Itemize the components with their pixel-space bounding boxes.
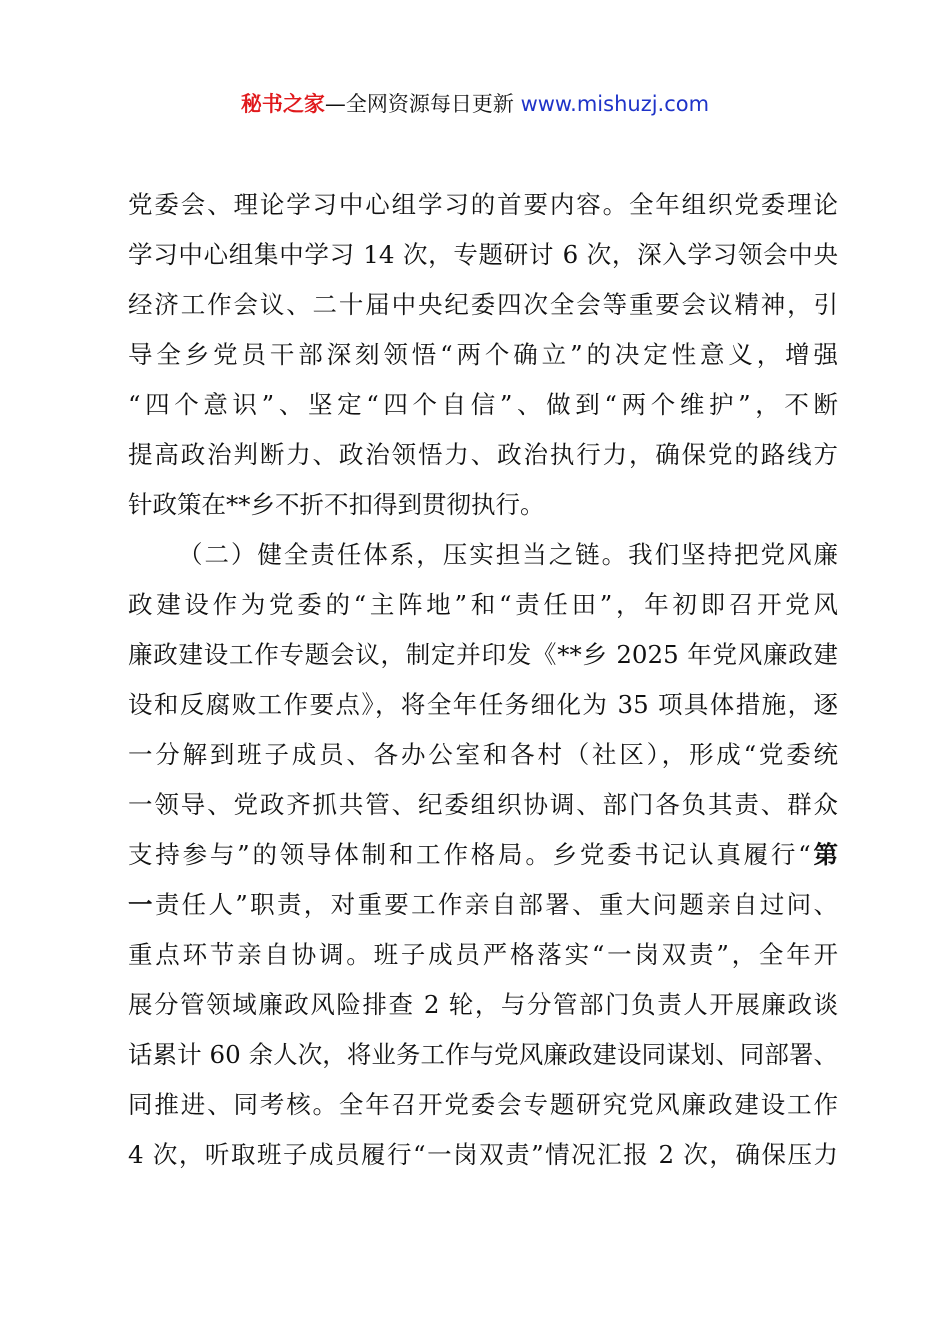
text-line: 针政策在**乡不折不扣得到贯彻执行。 <box>128 490 545 519</box>
bold-text: 第 <box>810 840 838 869</box>
site-name: 秘书之家 <box>240 92 325 116</box>
text-line <box>128 830 838 880</box>
text-line: 一分解到班子成员、各办公室和各村（社区），形成“党委统 <box>128 740 838 769</box>
text-line: 话累计 60 余人次，将业务工作与党风廉政建设同谋划、同部署、 <box>128 1040 838 1069</box>
body-text <box>128 180 838 1180</box>
text-line: 学习中心组集中学习 14 次，专题研讨 6 次，深入学习领会中央 <box>128 240 838 269</box>
text-line: 党委会、理论学习中心组学习的首要内容。全年组织党委理论 <box>128 190 838 219</box>
text-line: 同推进、同考核。全年召开党委会专题研究党风廉政建设工作 <box>128 1090 838 1119</box>
text-line: 一领导、党政齐抓共管、纪委组织协调、部门各负其责、群众 <box>128 790 838 819</box>
site-url-link[interactable]: www.mishuzj.com <box>520 92 710 116</box>
text-line: 导全乡党员干部深刻领悟“两个确立”的决定性意义，增强 <box>128 340 838 369</box>
text-segment: 支持参与”的领导体制和工作格局。乡党委书记认真履行“ <box>128 840 811 869</box>
text-line <box>128 880 838 930</box>
bold-text: 一 <box>128 890 155 919</box>
text-line: 经济工作会议、二十届中央纪委四次全会等重要会议精神，引 <box>128 290 838 319</box>
header-tagline: —全网资源每日更新 <box>324 92 521 116</box>
text-line: 展分管领域廉政风险排查 2 轮，与分管部门负责人开展廉政谈 <box>128 990 838 1019</box>
page-header <box>0 88 950 120</box>
text-line: 廉政建设工作专题会议，制定并印发《**乡 2025 年党风廉政建 <box>128 640 838 669</box>
text-line: 重点环节亲自协调。班子成员严格落实“一岗双责”，全年开 <box>128 940 838 969</box>
text-line: 设和反腐败工作要点》，将全年任务细化为 35 项具体措施，逐 <box>128 690 838 719</box>
text-line: 政建设作为党委的“主阵地”和“责任田”，年初即召开党风 <box>128 590 838 619</box>
text-line: “四个意识”、坚定“四个自信”、做到“两个维护”，不断 <box>128 390 838 419</box>
text-line: 提高政治判断力、政治领悟力、政治执行力，确保党的路线方 <box>128 440 838 469</box>
text-segment: 责任人”职责，对重要工作亲自部署、重大问题亲自过问、 <box>154 890 838 919</box>
section-heading-line: （二）健全责任体系，压实担当之链。我们坚持把党风廉 <box>178 540 838 569</box>
text-line: 4 次，听取班子成员履行“一岗双责”情况汇报 2 次，确保压力 <box>128 1140 838 1169</box>
